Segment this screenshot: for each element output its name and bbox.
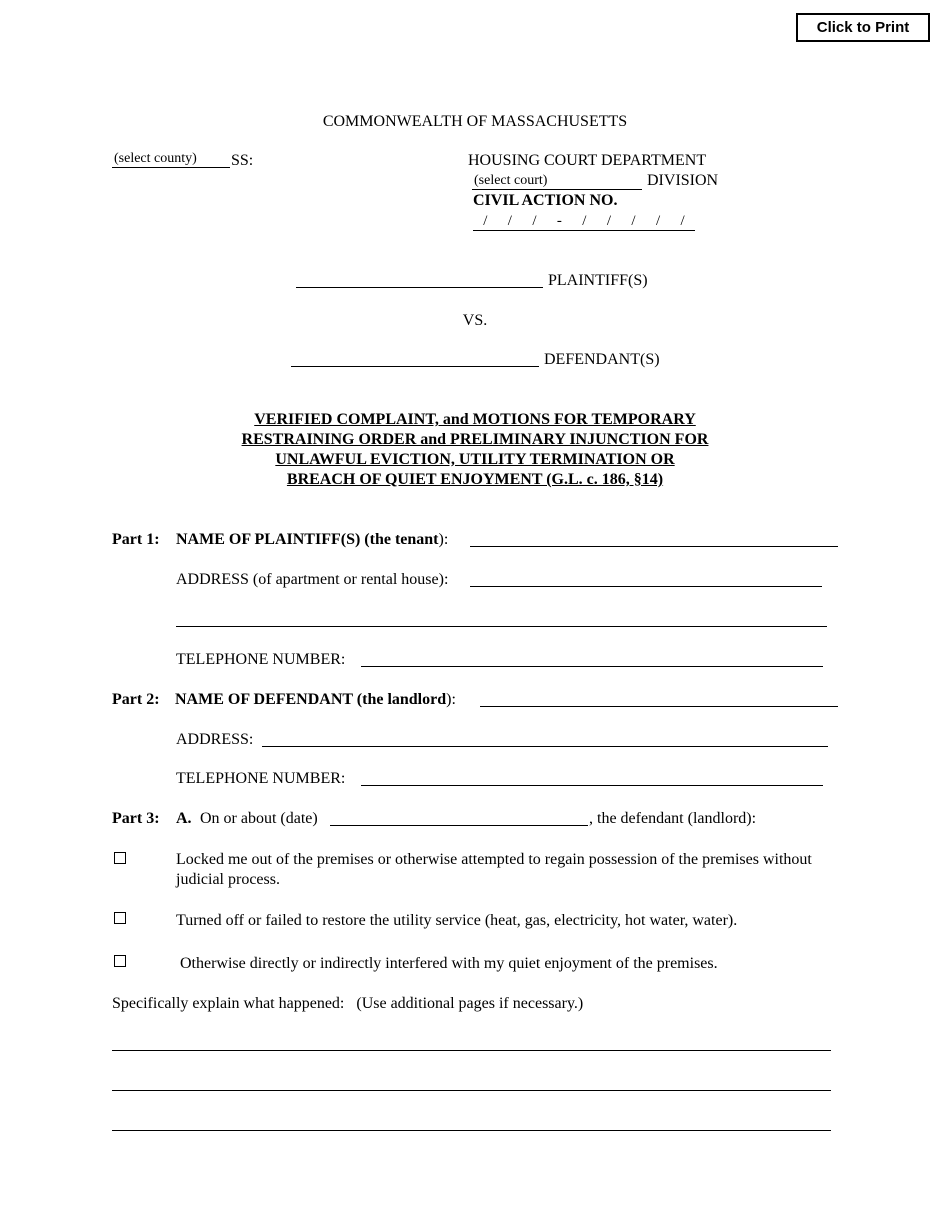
county-select[interactable]: (select county) — [112, 150, 230, 168]
docket-mark: / — [631, 213, 636, 229]
tenant-phone-label: TELEPHONE NUMBER: — [176, 651, 346, 668]
ss-label: SS: — [231, 152, 254, 169]
plaintiff-name-label — [176, 530, 448, 550]
civil-action-number-field[interactable] — [473, 212, 695, 231]
lockout-checkbox[interactable] — [114, 852, 126, 864]
title-line: VERIFIED COMPLAINT, and MOTIONS FOR TEMPORARY — [254, 411, 696, 428]
docket-mark: / — [507, 213, 512, 229]
explanation-line-3[interactable] — [112, 1130, 831, 1131]
date-suffix-label: , the defendant (landlord): — [589, 810, 757, 827]
part3-label: Part 3: — [112, 810, 160, 827]
landlord-name-field[interactable] — [480, 706, 838, 707]
plaintiff-label: PLAINTIFF(S) — [548, 272, 648, 289]
docket-mark: - — [556, 213, 562, 229]
document-title — [0, 410, 950, 490]
defendant-name-label-suffix: ): — [446, 691, 456, 708]
docket-mark: / — [606, 213, 611, 229]
tenant-address-line2-field[interactable] — [176, 626, 827, 627]
part1-label: Part 1: — [112, 531, 160, 548]
utility-option-text: Turned off or failed to restore the utility service (heat, gas, electricity, hot water, water). — [176, 912, 738, 929]
landlord-address-label: ADDRESS: — [176, 731, 254, 748]
plaintiff-name-label-text: NAME OF PLAINTIFF(S) (the tenant — [176, 531, 439, 548]
docket-mark: / — [532, 213, 537, 229]
date-prefix-label: On or about (date) — [200, 810, 318, 827]
explanation-line-1[interactable] — [112, 1050, 831, 1051]
tenant-address-field[interactable] — [470, 586, 822, 587]
landlord-phone-label: TELEPHONE NUMBER: — [176, 770, 346, 787]
docket-mark: / — [655, 213, 661, 229]
plaintiff-name-label-suffix: ): — [438, 531, 449, 548]
title-line: BREACH OF QUIET ENJOYMENT (G.L. c. 186, §14) — [286, 471, 664, 488]
tenant-name-field[interactable] — [470, 546, 838, 547]
defendant-name-field[interactable] — [291, 366, 539, 367]
docket-mark: / — [680, 213, 685, 229]
explain-instructions: Specifically explain what happened: (Use additional pages if necessary.) — [112, 995, 584, 1012]
quiet-enjoyment-option-text: Otherwise directly or indirectly interfered with my quiet enjoyment of the premises. — [176, 955, 718, 972]
tenant-phone-field[interactable] — [361, 666, 823, 667]
division-label: DIVISION — [647, 172, 719, 189]
utility-checkbox[interactable] — [114, 912, 126, 924]
print-button[interactable]: Click to Print — [796, 13, 930, 42]
part3-a-label: A. — [176, 810, 192, 827]
civil-action-label: CIVIL ACTION NO. — [473, 192, 618, 209]
docket-mark: / — [582, 213, 587, 229]
quiet-enjoyment-checkbox[interactable] — [114, 955, 126, 967]
lockout-option-text: Locked me out of the premises or otherwise attempted to regain possession of the premises without judicial process. — [176, 851, 812, 888]
plaintiff-name-field[interactable] — [296, 287, 543, 288]
defendant-label: DEFENDANT(S) — [544, 351, 660, 368]
title-line: UNLAWFUL EVICTION, UTILITY TERMINATION OR — [275, 451, 675, 468]
tenant-address-label: ADDRESS (of apartment or rental house): — [176, 571, 449, 588]
explanation-line-2[interactable] — [112, 1090, 831, 1091]
title-line: RESTRAINING ORDER and PRELIMINARY INJUNCTION FOR — [241, 431, 709, 448]
court-select[interactable]: (select court) — [472, 172, 642, 190]
department-label: HOUSING COURT DEPARTMENT — [468, 152, 707, 169]
landlord-address-field[interactable] — [262, 746, 828, 747]
part2-label: Part 2: — [112, 691, 160, 708]
docket-mark: / — [483, 213, 488, 229]
defendant-name-label-text: NAME OF DEFENDANT (the landlord — [175, 691, 447, 708]
incident-date-field[interactable] — [330, 825, 588, 826]
versus-label: VS. — [462, 312, 488, 329]
landlord-phone-field[interactable] — [361, 785, 823, 786]
defendant-name-label — [175, 690, 456, 710]
commonwealth-heading: COMMONWEALTH OF MASSACHUSETTS — [322, 113, 628, 130]
